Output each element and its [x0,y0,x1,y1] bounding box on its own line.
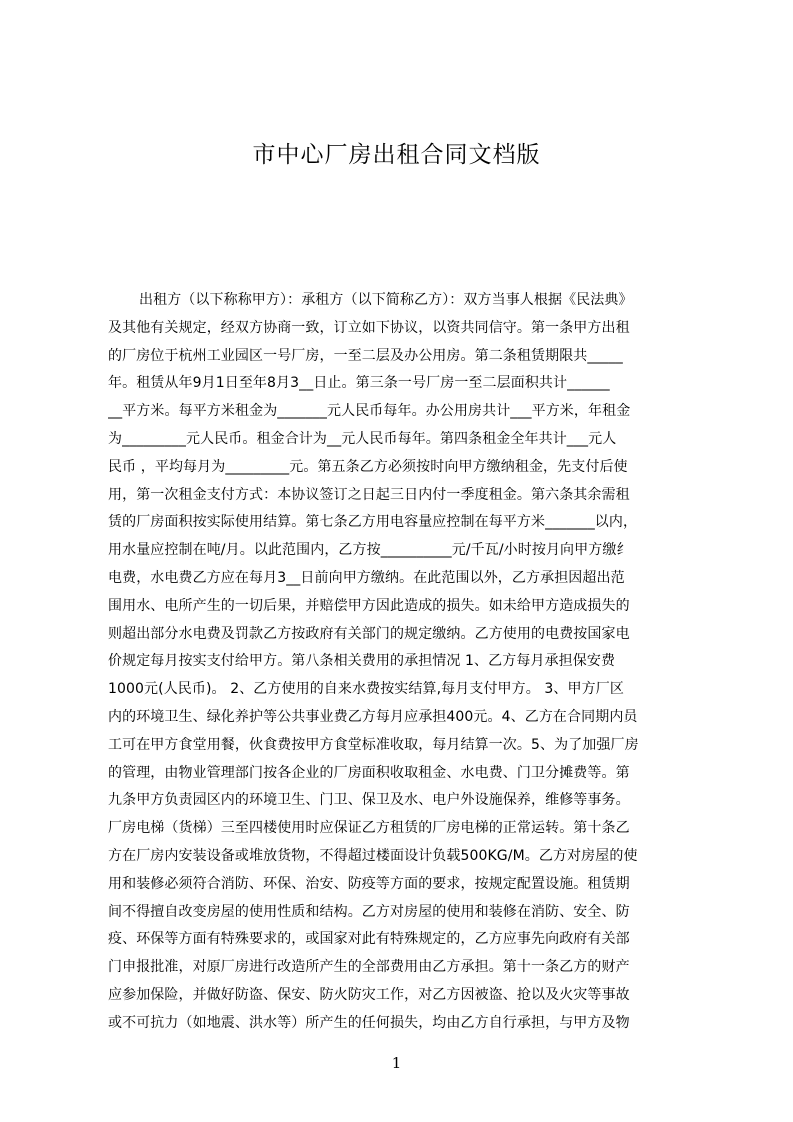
text-line: 疫、环保等方面有特殊要求的，或国家对此有特殊规定的，乙方应事先向政府有关部 [108,931,630,948]
text-line: 厂房电梯（货梯）三至四楼使用时应保证乙方租赁的厂房电梯的正常运转。第十条乙 [108,820,630,837]
text-line: 1000元(人民币)。 2、乙方使用的自来水费按实结算,每月支付甲方。 3、甲方厂区 [108,681,624,698]
text-line: 或不可抗力（如地震、洪水等）所产生的任何损失，均由乙方自行承担，与甲方及物 [108,1014,630,1031]
text-line: 的厂房位于杭州工业园区一号厂房，一至二层及办公用房。第二条租赁期限共_____ [108,347,623,364]
text-line: 电费，水电费乙方应在每月3__日前向甲方缴纳。在此范围以外，乙方承担因超出范 [108,569,625,586]
text-line: 为_________元人民币。租金合计为__元人民币每年。第四条租金全年共计___元人 [108,430,617,447]
text-line: 用，第一次租金支付方式：本协议签订之日起三日内付一季度租金。第六条其余需租 [108,486,630,503]
page-title: 市中心厂房出租合同文档版 [252,142,541,168]
text-line: 的管理，由物业管理部门按各企业的厂房面积收取租金、水电费、门卫分摊费等。第 [108,764,630,781]
text-line: 则超出部分水电费及罚款乙方按政府有关部门的规定缴纳。乙方使用的电费按国家电 [108,625,630,642]
text-line: 围用水、电所产生的一切后果，并赔偿甲方因此造成的损失。如未给甲方造成损失的 [108,597,630,614]
text-line: 内的环境卫生、绿化养护等公共事业费乙方每月应承担400元。4、乙方在合同期内员 [108,708,638,725]
text-line: 间不得擅自改变房屋的使用性质和结构。乙方对房屋的使用和装修在消防、安全、防 [108,903,630,920]
text-line: 年。租赁从年9月1日至年8月3__日止。第三条一号厂房一至二层面积共计______ [108,375,610,392]
page-number: 1 [391,1054,402,1072]
text-line: 价规定每月按实支付给甲方。第八条相关费用的承担情况 1、乙方每月承担保安费 [108,653,616,670]
text-line: 九条甲方负责园区内的环境卫生、门卫、保卫及水、电户外设施保养，维修等事务。 [108,792,630,809]
text-line: 用和装修必须符合消防、环保、治安、防疫等方面的要求，按规定配置设施。租赁期 [108,875,630,892]
text-line: 赁的厂房面积按实际使用结算。第七条乙方用电容量应控制在每平方米_______以内， [108,514,638,531]
text-line: 出租方（以下称称甲方）：承租方（以下简称乙方）：双方当事人根据《民法典》 [139,292,633,308]
text-line: 门申报批准，对原厂房进行改造所产生的全部费用由乙方承担。第十一条乙方的财产 [108,959,630,976]
text-line: 民币 ，平均每月为_________元。第五条乙方必须按时向甲方缴纳租金，先支付后使 [108,458,628,475]
text-line: 工可在甲方食堂用餐，伙食费按甲方食堂标准收取，每月结算一次。5、为了加强厂房 [108,736,639,753]
text-line: __平方米。每平方米租金为_______元人民币每年。办公用房共计___平方米，年租金 [108,403,631,420]
text-line: 应参加保险，并做好防盗、保安、防火防灾工作，对乙方因被盗、抢以及火灾等事故 [108,986,630,1003]
contract-body [108,287,698,1038]
text-line: 及其他有关规定，经双方协商一致，订立如下协议，以资共同信守。第一条甲方出租 [108,319,630,336]
text-line: 用水量应控制在吨/月。以此范围内，乙方按__________元/千瓦/小时按月向甲方缴纟 [108,542,631,559]
text-line: 方在厂房内安装设备或堆放货物，不得超过楼面设计负载500KG/M。乙方对房屋的使 [108,847,638,864]
